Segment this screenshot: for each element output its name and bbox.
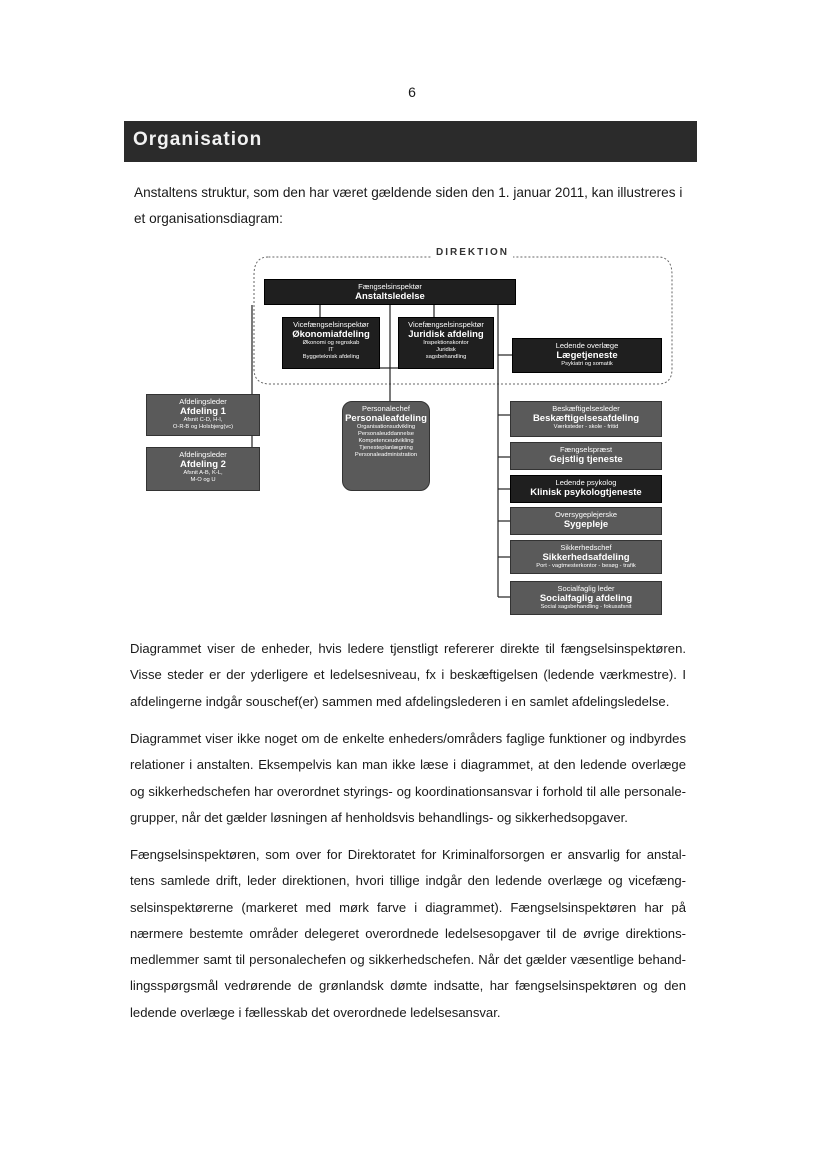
box-klinisk-psykologtjeneste [510, 475, 662, 503]
juridisk-role: Vicefængselsinspektør [408, 320, 484, 329]
okonomi-detail: Byggeteknisk afdeling [302, 354, 360, 360]
personale-detail: Kompetenceudvikling [358, 438, 414, 444]
laege-unit: Lægetjeneste [556, 350, 618, 361]
juridisk-detail: sagsbehandling [425, 354, 467, 360]
personale-detail: Tjenesteplanlægning [359, 445, 413, 451]
body-paragraph: Diagrammet viser de enheder, hvis ledere tjenstligt refererer direkte til fængselsinspektøren. Visse steder er der yderligere et ledelsesniveau, fx i beskæftigelsen (ledende værkmestre). I afdelingerne indgår souschef(er) sammen med afdelingslederen i en samlet afdelingsledelse. [130, 641, 686, 709]
juridisk-detail: Inspektionskontor [423, 340, 469, 346]
box-socialfaglig-afdeling [510, 581, 662, 615]
psykolog-unit: Klinisk psykologtjeneste [530, 487, 642, 498]
box-beskaeftigelsesafdeling [510, 401, 662, 437]
gejstlig-unit: Gejstlig tjeneste [549, 454, 623, 465]
afdeling2-detail: M-O og U [190, 477, 216, 483]
box-juridisk-afdeling [398, 317, 494, 369]
box-sikkerhedsafdeling [510, 540, 662, 574]
afdeling1-detail: Afsnit C-D, H-I, [183, 417, 223, 423]
personale-detail: Organisationsudvikling [356, 424, 416, 430]
okonomi-detail: IT [328, 347, 334, 353]
laege-detail: Psykiatri og somatik [561, 361, 613, 367]
page-number: 6 [408, 84, 416, 100]
anstaltsledelse-role: Fængselsinspektør [358, 282, 422, 291]
okonomi-unit: Økonomiafdeling [292, 329, 370, 340]
box-personaleafdeling [342, 401, 430, 491]
afdeling1-detail: O-R-B og Holsbjerg(vc) [172, 424, 234, 430]
psykolog-role: Ledende psykolog [555, 478, 617, 487]
social-role: Socialfaglig leder [557, 584, 615, 593]
beskaeftigelse-detail: Værksteder - skole - fritid [553, 424, 619, 430]
juridisk-unit: Juridisk afdeling [408, 329, 484, 340]
box-afdeling-1 [146, 394, 260, 436]
box-afdeling-2 [146, 447, 260, 491]
personale-detail: Personaleadministration [354, 452, 418, 458]
box-gejstlig-tjeneste [510, 442, 662, 470]
personale-role: Personalechef [362, 404, 410, 413]
body-paragraph: Fængselsinspektøren, som over for Direktoratet for Kriminalforsorgen er ansvarlig for anstal-tens samlede drift, leder direktionen, hvori tillige indgår den ledende overlæge og vicefæng-selsinspektørerne (markeret med mørk farve i diagrammet). Fængselsinspektøren har på nærmere bestemte områder delegeret overordnede ledelsesopgaver til de øvrige direktions-medlemmer samt til personalechefen og sikkerhedschefen. Når det gælder væsentlige behand-lingsspørgsmål vedrørende de grønlandsk dømte indsatte, har fængselsinspektøren og den ledende overlæge i fællesskab det overordnede ledelsesansvar. [130, 847, 686, 1020]
sygepleje-role: Oversygeplejerske [554, 510, 618, 519]
section-title: Organisation [124, 121, 697, 162]
sikkerhed-unit: Sikkerhedsafdeling [542, 552, 630, 563]
personale-unit: Personaleafdeling [345, 413, 427, 424]
box-anstaltsledelse [264, 279, 516, 305]
direktion-label: DIREKTION [432, 247, 513, 258]
sikkerhed-detail: Port - vagtmesterkontor - besøg - trafik [536, 563, 636, 569]
social-detail: Social sagsbehandling - fokusafsnit [540, 604, 632, 610]
beskaeftigelse-unit: Beskæftigelsesafdeling [532, 413, 640, 424]
box-okonomiafdeling [282, 317, 380, 369]
afdeling2-detail: Afsnit A-B, K-L, [183, 470, 223, 476]
box-sygepleje [510, 507, 662, 535]
afdeling2-unit: Afdeling 2 [180, 459, 226, 470]
juridisk-detail: Juridisk [436, 347, 456, 353]
anstaltsledelse-unit: Anstaltsledelse [355, 291, 425, 302]
okonomi-detail: Økonomi og regnskab [302, 340, 360, 346]
social-unit: Socialfaglig afdeling [539, 593, 633, 604]
intro-paragraph: Anstaltens struktur, som den har været gældende siden den 1. januar 2011, kan illustreres i et organisationsdiagram: [134, 185, 683, 226]
organization-diagram [140, 245, 680, 630]
beskaeftigelse-role: Beskæftigelsesleder [552, 404, 620, 413]
afdeling1-role: Afdelingsleder [179, 397, 227, 406]
personale-detail: Personaleuddannelse [357, 431, 415, 437]
body-paragraph: Diagrammet viser ikke noget om de enkelte enheders/områders faglige funktioner og indbyrdes relationer i anstalten. Eksempelvis kan man ikke læse i diagrammet, at den ledende overlæge og sikkerhedschefen har overordnet styrings- og koordinationsansvar i forhold til alle personale-grupper, når det gælder løsningen af henholdsvis behandlings- og sikkerhedsopgaver. [130, 731, 686, 825]
laege-role: Ledende overlæge [555, 341, 619, 350]
afdeling2-role: Afdelingsleder [179, 450, 227, 459]
afdeling1-unit: Afdeling 1 [180, 406, 226, 417]
okonomi-role: Vicefængselsinspektør [293, 320, 369, 329]
box-laegetjeneste [512, 338, 662, 373]
sygepleje-unit: Sygepleje [563, 519, 609, 530]
gejstlig-role: Fængselspræst [559, 445, 613, 454]
sikkerhed-role: Sikkerhedschef [560, 543, 612, 552]
